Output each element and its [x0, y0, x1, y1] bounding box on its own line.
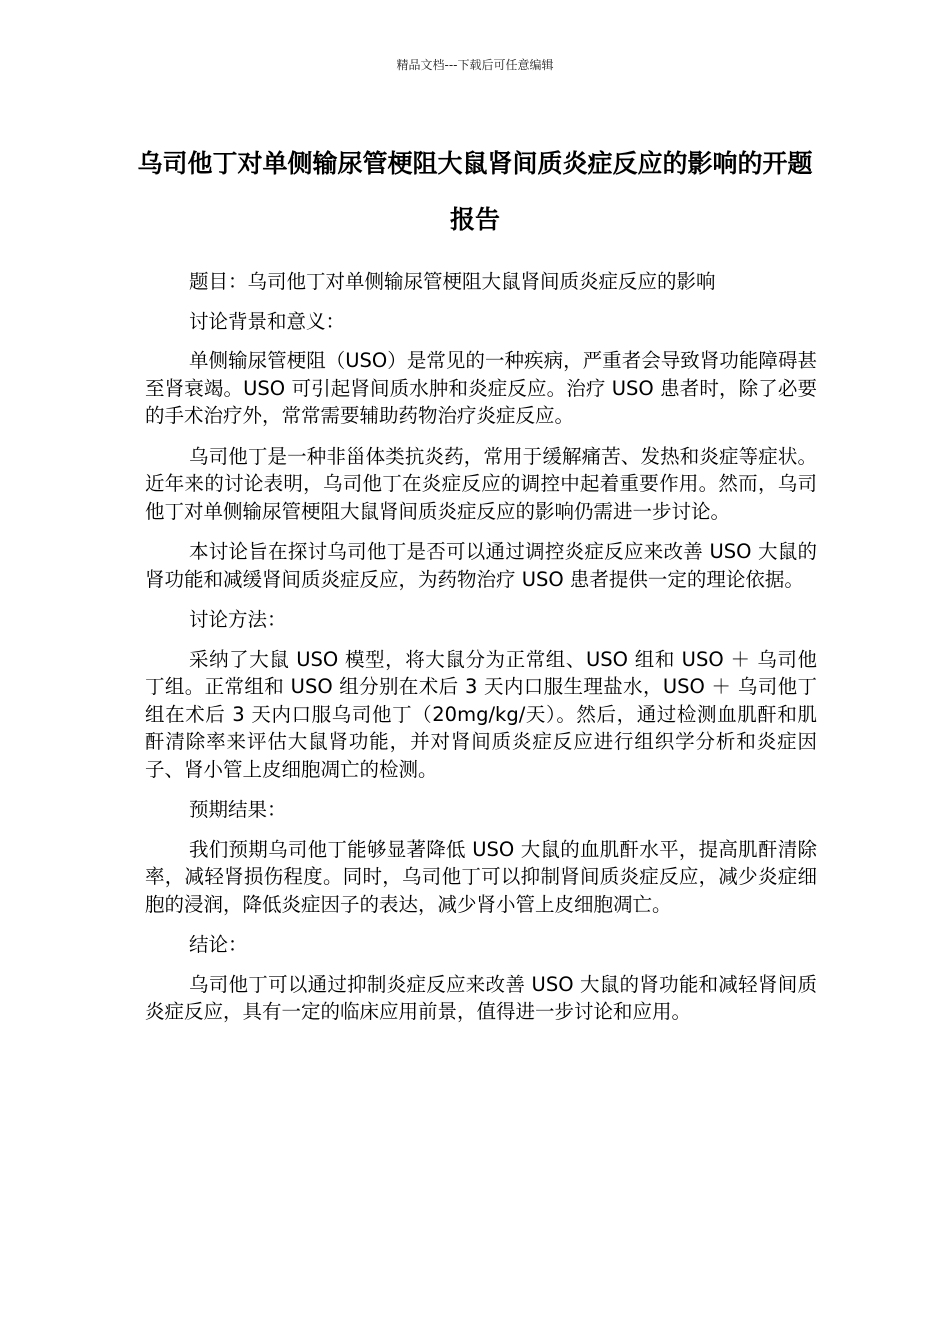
background-paragraph-3: 本讨论旨在探讨乌司他丁是否可以通过调控炎症反应来改善 USO 大鼠的肾功能和减缓肾间质炎症反应，为药物治疗 USO 患者提供一定的理论依据。: [145, 540, 817, 591]
background-heading: 讨论背景和意义：: [189, 309, 346, 333]
page-header-note: 精品文档---下载后可任意编辑: [396, 58, 554, 72]
methods-heading: 讨论方法：: [189, 608, 287, 631]
document-body: [145, 268, 817, 1039]
results-paragraph: 我们预期乌司他丁能够显著降低 USO 大鼠的血肌酐水平，提高肌酐清除率，减轻肾损伤程度。同时，乌司他丁可以抑制肾间质炎症反应，减少炎症细胞的浸润，降低炎症因子的表达，减少肾小管上皮细胞凋亡。: [145, 837, 817, 916]
topic-line: 题目：乌司他丁对单侧输尿管梗阻大鼠肾间质炎症反应的影响: [189, 270, 716, 293]
document-title: 乌司他丁对单侧输尿管梗阻大鼠肾间质炎症反应的影响的开题报告: [137, 149, 813, 234]
conclusion-heading: 结论：: [189, 933, 248, 956]
results-heading: 预期结果：: [189, 798, 287, 821]
background-paragraph-1: 单侧输尿管梗阻（USO）是常见的一种疾病，严重者会导致肾功能障碍甚至肾衰竭。USO 可引起肾间质水肿和炎症反应。治疗 USO 患者时，除了必要的手术治疗外，常常需要辅助药物治疗炎症反应。: [145, 349, 817, 427]
conclusion-paragraph: 乌司他丁可以通过抑制炎症反应来改善 USO 大鼠的肾功能和减轻肾间质炎症反应，具有一定的临床应用前景，值得进一步讨论和应用。: [145, 972, 817, 1023]
background-paragraph-2: 乌司他丁是一种非甾体类抗炎药，常用于缓解痛苦、发热和炎症等症状。近年来的讨论表明，乌司他丁在炎症反应的调控中起着重要作用。然而，乌司他丁对单侧输尿管梗阻大鼠肾间质炎症反应的影响仍需进一步讨论。: [145, 444, 817, 523]
methods-paragraph: 采纳了大鼠 USO 模型，将大鼠分为正常组、USO 组和 USO ＋ 乌司他丁组。正常组和 USO 组分别在术后 3 天内口服生理盐水，USO ＋ 乌司他丁组在术后 3 天内口服乌司他丁（20mg/kg/天）。然后，通过检测血肌酐和肌酐清除率来评估大鼠肾功能，并对肾间质炎症反应进行组织学分析和炎症因子、肾小管上皮细胞凋亡的检测。: [145, 647, 817, 781]
